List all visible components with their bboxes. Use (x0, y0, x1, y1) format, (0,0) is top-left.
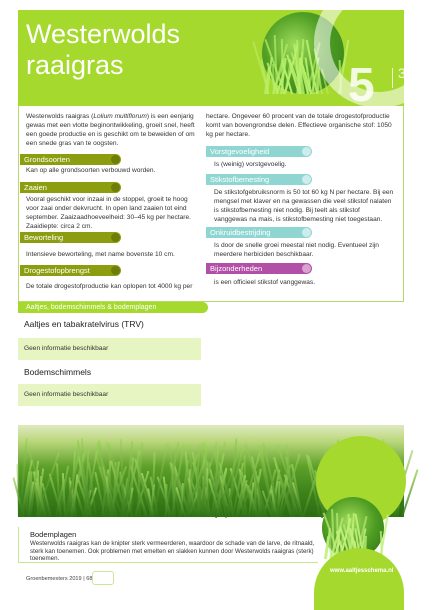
beworteling-text: Intensieve beworteling, met name bovenste 10 cm. (26, 251, 175, 258)
section-label: Vorstgevoeligheid (210, 147, 270, 156)
section-header-zaaien (20, 182, 121, 193)
publisher-logo (92, 571, 114, 585)
section-header-onkruid (206, 227, 312, 238)
decorative-circle-bottom (314, 548, 404, 610)
bodemschimmels-title: Bodemschimmels (24, 367, 92, 377)
decorative-ring (314, 0, 444, 112)
section-header-drogestof (20, 265, 121, 276)
grondsoorten-text: Kan op alle grondsoorten verbouwd worden. (26, 167, 156, 174)
trv-title: Aaltjes en tabakratelvirus (TRV) (24, 319, 144, 329)
trv-info-text: Geen informatie beschikbaar (24, 345, 109, 352)
bodemplagen-title: Bodemplagen (30, 530, 77, 539)
section-label: Stikstofbemesting (210, 175, 270, 184)
section-bullet (111, 183, 120, 192)
section-bullet (111, 266, 120, 275)
section-label: Onkruidbestrijding (210, 228, 271, 237)
section-bullet (111, 233, 120, 242)
header-banner (18, 10, 406, 112)
aaltjes-section-header: Aaltjes, bodemschimmels & bodemplagen (18, 302, 208, 313)
onkruid-text: Is door de snelle groei meestal niet nodig. Eventueel zijn meerdere herbiciden beschikbaar. (214, 242, 379, 258)
section-header-stikstof (206, 174, 312, 185)
section-header-grondsoorten (20, 154, 121, 165)
bodemplagen-text: Westerwolds raaigras kan de knipter sterk vermeerderen, waardoor de schade van de larve, de ritnaald, sterk kan toenemen. Ook problemen met emelten en slakken kunnen door Westerwolds raaigras (sterk) toenemen. (30, 540, 315, 563)
section-label: Beworteling (24, 233, 64, 242)
section-bullet (302, 264, 311, 273)
section-header-beworteling (20, 232, 121, 243)
section-header-vorst (206, 146, 312, 157)
section-label: Grondsoorten (24, 155, 70, 164)
section-bullet (302, 228, 311, 237)
section-label: Drogestofopbrengst (24, 266, 90, 275)
page-title-line2: raaigras (26, 50, 124, 80)
intro-latin-name: Lolium multiflorum (93, 113, 147, 120)
vorst-text: Is (weinig) vorstgevoelig. (214, 161, 287, 168)
chapter-separator (392, 68, 393, 88)
section-bullet (302, 175, 311, 184)
intro-paragraph (26, 112, 202, 148)
section-header-bijzonderheden (206, 263, 312, 274)
zaaien-text: Vooral geschikt voor inzaai in de stoppel, groeit te hoog voor zaai onder dekvrucht. In open land zaaien tot eind september. Zaaizaadhoeveelheid: 30–45 kg per hectare. Zaaidiepte: circa 2 cm. (26, 196, 191, 230)
chapter-page-number: 3 (398, 65, 406, 81)
section-bullet (302, 147, 311, 156)
intro-after: ) is een eenjarig gewas met een vlotte beginontwikkeling, groeit snel, heeft een goede productie en is geschikt om te beweiden of om een snede gras van te oogsten. (26, 113, 195, 147)
footer-publication: Groenbemesters 2019 | 68 (26, 576, 93, 582)
chapter-number: 5 (348, 59, 375, 112)
intro-before: Westerwolds raaigras ( (26, 113, 94, 120)
stikstof-text: De stikstofgebruiksnorm is 50 tot 60 kg N per hectare. Bij een mengsel met klaver en na gewassen die veel stikstof nalaten is stikstofbemesting niet nodig. Bij teelt als stikstof vanggewas na mais, is stikstofbemesting niet toegestaan. (214, 189, 394, 223)
bijzonderheden-text: is een officieel stikstof vanggewas. (214, 279, 316, 286)
bodemschimmels-info-text: Geen informatie beschikbaar (24, 391, 109, 398)
section-label: Bijzonderheden (210, 264, 263, 273)
website-link[interactable]: www.aaltjesschema.nl (330, 568, 394, 574)
page-title-line1: Westerwolds (26, 19, 181, 49)
drogestof-text-continued: hectare. Ongeveer 60 procent van de totale drogestofproductie komt van bovengrondse delen. Effectieve organische stof: 1050 kg per hectare. (206, 113, 392, 138)
drogestof-text: De totale drogestofproductie kan oplopen tot 4000 kg per (26, 283, 193, 290)
section-bullet (111, 155, 120, 164)
section-label: Zaaien (24, 183, 47, 192)
